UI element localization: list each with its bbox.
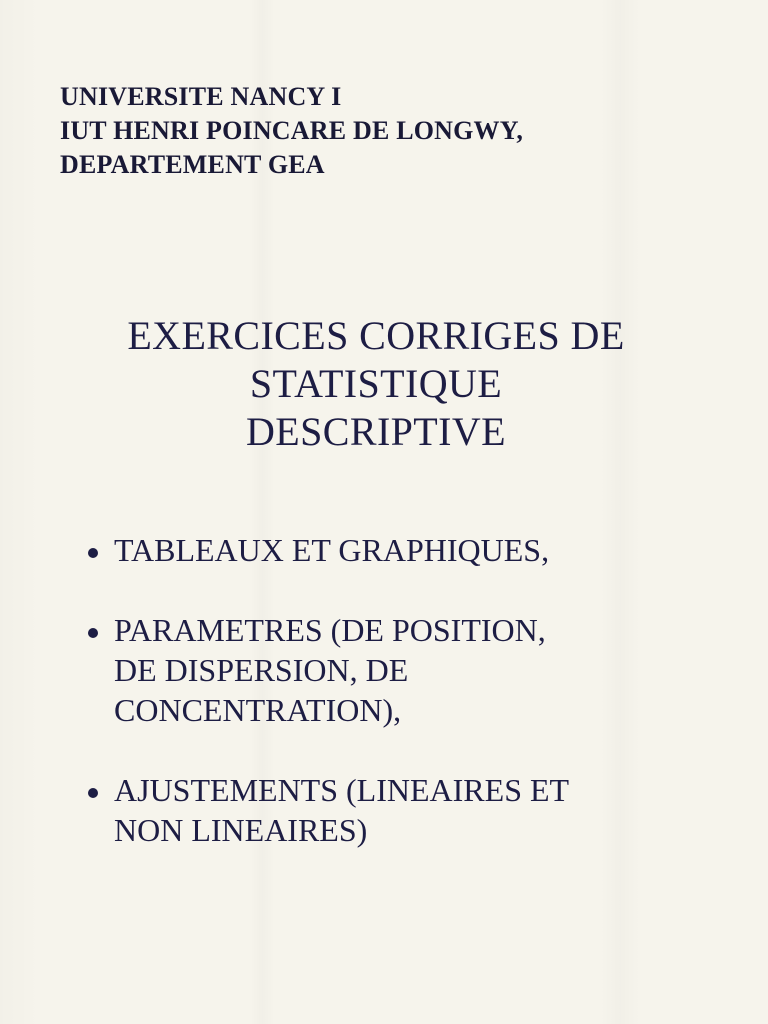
topic-line: NON LINEAIRES) [114, 812, 368, 848]
header-department: DEPARTEMENT GEA [60, 150, 325, 179]
topic-line: TABLEAUX ET GRAPHIQUES, [114, 532, 550, 568]
topic-line: CONCENTRATION), [114, 692, 402, 728]
topic-item-ajustements [88, 770, 728, 850]
topic-list [88, 530, 728, 890]
topic-line: AJUSTEMENTS (LINEAIRES ET [114, 772, 570, 808]
institution-header [60, 80, 720, 182]
header-university: UNIVERSITE NANCY I [60, 82, 342, 111]
bullet-icon [88, 548, 98, 558]
title-line: STATISTIQUE [249, 361, 503, 406]
header-iut: IUT HENRI POINCARE DE LONGWY, [60, 116, 524, 145]
topic-line: DE DISPERSION, DE [114, 652, 409, 688]
title-line: DESCRIPTIVE [246, 409, 506, 454]
topic-item-tableaux [88, 530, 728, 570]
bullet-icon [88, 628, 98, 638]
bullet-icon [88, 788, 98, 798]
document-title [0, 312, 752, 456]
topic-item-parametres [88, 610, 728, 730]
title-line: EXERCICES CORRIGES DE [127, 313, 625, 358]
topic-line: PARAMETRES (DE POSITION, [114, 612, 546, 648]
